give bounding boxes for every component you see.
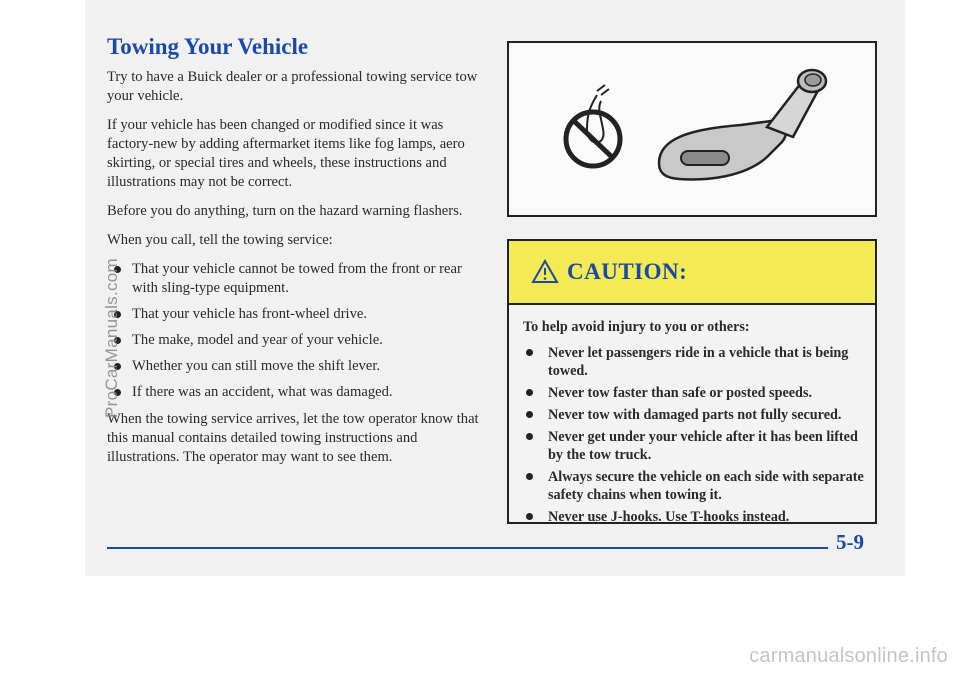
bullet-icon <box>526 389 533 396</box>
caution-intro: To help avoid injury to you or others: <box>523 319 750 335</box>
caution-list <box>523 344 865 526</box>
tell-list <box>107 260 479 402</box>
bullet-icon <box>526 411 533 418</box>
list-item: Never let passengers ride in a vehicle that is being towed. <box>523 344 865 380</box>
list-item: Never use J-hooks. Use T-hooks instead. <box>523 508 865 526</box>
list-item: Never tow faster than safe or posted speeds. <box>523 384 865 402</box>
paragraph-hazard: Before you do anything, turn on the hazard warning flashers. <box>107 203 463 219</box>
left-column <box>107 34 479 477</box>
paragraph-closing: When the towing service arrives, let the tow operator know that this manual contains detailed towing instructions and illustrations. The operator may want to see them. <box>107 411 479 465</box>
list-item: Whether you can still move the shift lever. <box>107 357 479 376</box>
bullet-icon <box>526 473 533 480</box>
page-title: Towing Your Vehicle <box>107 34 309 59</box>
list-item: If there was an accident, what was damaged. <box>107 383 479 402</box>
list-item: Always secure the vehicle on each side with separate safety chains when towing it. <box>523 468 865 504</box>
warning-triangle-icon <box>531 259 559 289</box>
list-item: Never tow with damaged parts not fully secured. <box>523 406 865 424</box>
bullet-icon <box>526 433 533 440</box>
list-item: Never get under your vehicle after it has been lifted by the tow truck. <box>523 428 865 464</box>
caution-title: CAUTION: <box>567 259 688 284</box>
caution-header <box>509 241 875 305</box>
paragraph-modified: If your vehicle has been changed or modified since it was factory-new by adding aftermarket items like fog lamps, aero skirting, or special tires and wheels, these instructions and illustrations may not be correct. <box>107 117 465 190</box>
paragraph-call: When you call, tell the towing service: <box>107 232 333 248</box>
caution-box <box>507 239 877 524</box>
caution-body <box>509 305 875 526</box>
footer-url: carmanualsonline.info <box>749 645 948 667</box>
list-item: The make, model and year of your vehicle. <box>107 331 479 350</box>
j-hook-t-hook-illustration <box>509 43 875 215</box>
footer-rule <box>107 547 828 549</box>
bullet-icon <box>526 513 533 520</box>
list-item: That your vehicle has front-wheel drive. <box>107 305 479 324</box>
hook-illustration <box>507 41 877 217</box>
paragraph-dealer: Try to have a Buick dealer or a professional towing service tow your vehicle. <box>107 69 478 104</box>
t-hook-icon <box>659 70 826 179</box>
bullet-icon <box>526 349 533 356</box>
list-item: That your vehicle cannot be towed from the front or rear with sling-type equipment. <box>107 260 479 298</box>
page-number: 5-9 <box>836 530 864 554</box>
prohibited-j-hook-icon <box>566 85 620 166</box>
watermark-text: ProCarManuals.com <box>102 257 121 419</box>
